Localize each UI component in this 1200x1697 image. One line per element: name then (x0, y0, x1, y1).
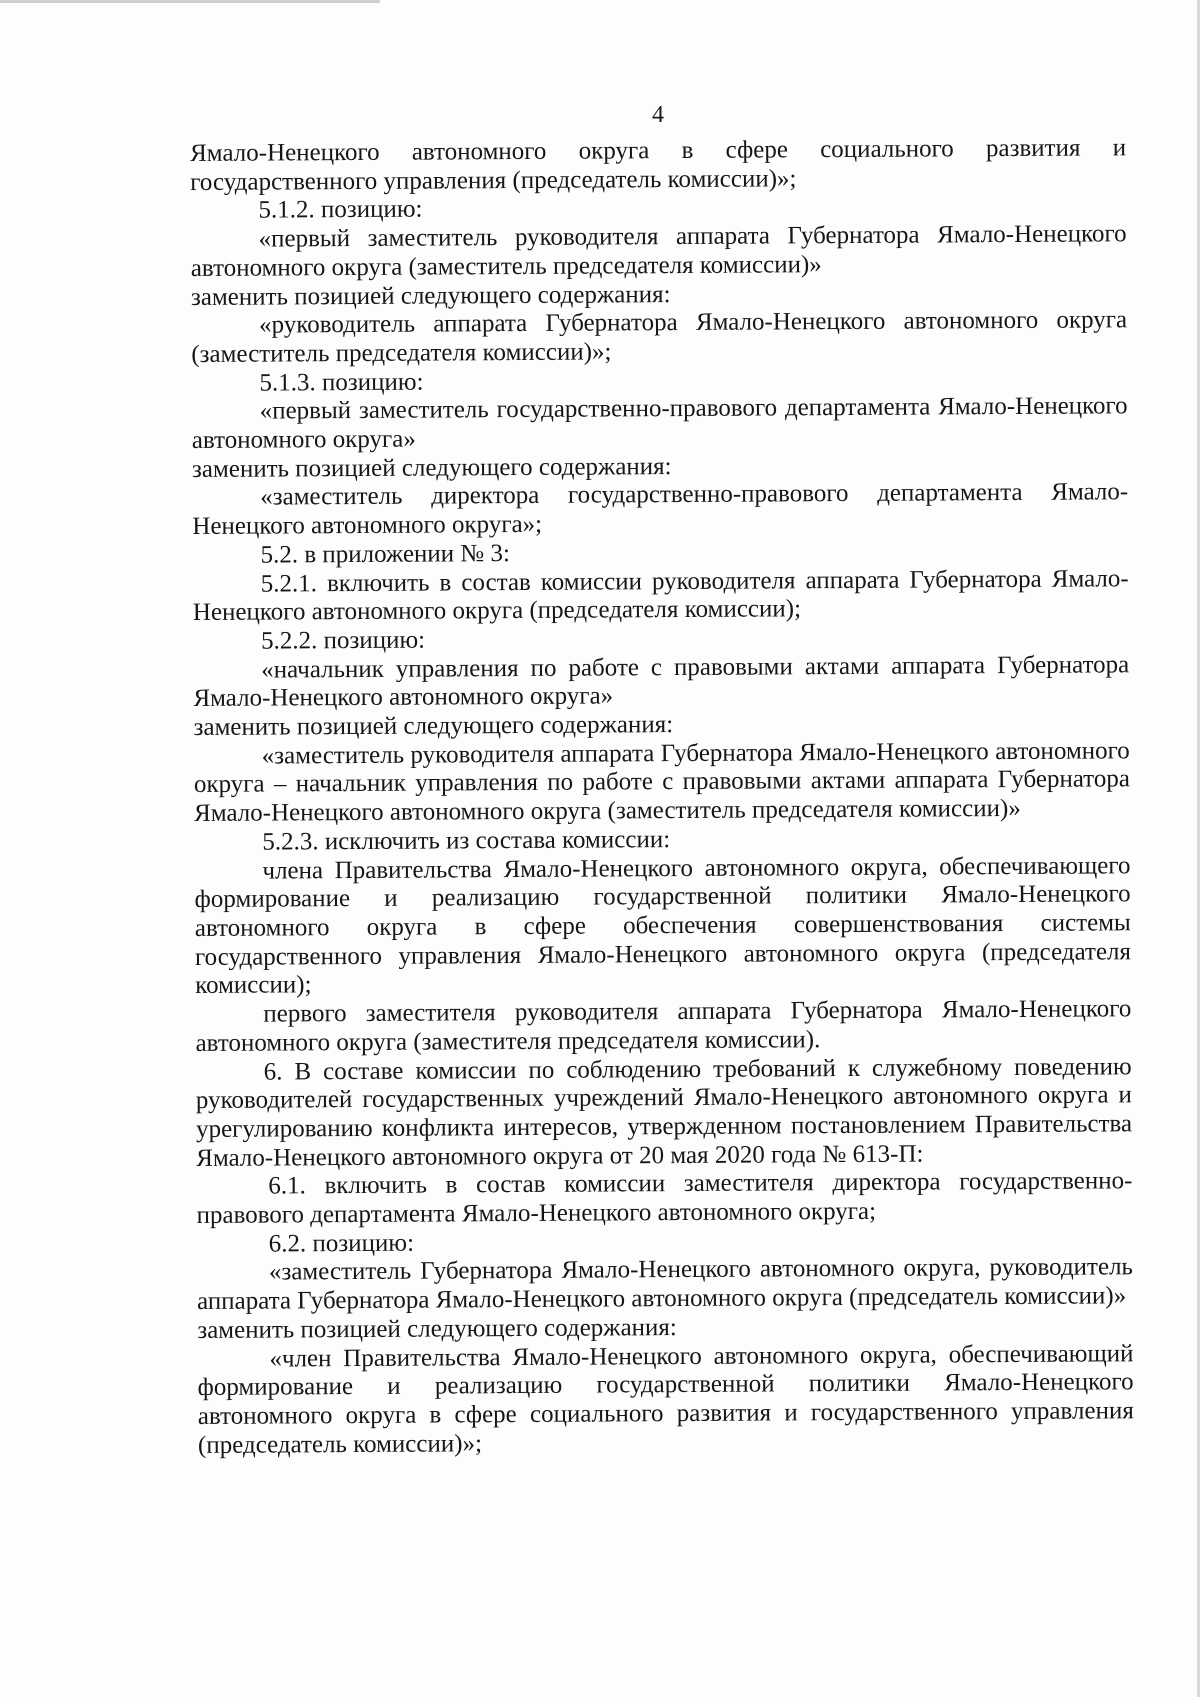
paragraph: 5.2. в приложении № 3: (260, 539, 511, 569)
paragraph: «заместитель директора государственно-правового департамента Ямало-Ненецкого автономного округа»; (192, 478, 1129, 541)
paragraph: первого заместителя руководителя аппарата Губернатора Ямало-Ненецкого автономного округа (заместителя председателя комиссии). (195, 995, 1132, 1057)
paragraph: «заместитель Губернатора Ямало-Ненецкого автономного округа, руководитель аппарата Губернатора Ямало-Ненецкого автономного округа (председатель комиссии)» (197, 1253, 1133, 1316)
paragraph: «первый заместитель руководителя аппарата Губернатора Ямало-Ненецкого автономного округа (заместитель председателя комиссии)» (190, 220, 1127, 282)
paragraph: 6.1. включить в состав комиссии заместителя директора государственно-правового департамента Ямало-Ненецкого автономного округа; (196, 1167, 1133, 1229)
paragraph: заменить позицией следующего содержания: (197, 1313, 677, 1344)
paragraph: «руководитель аппарата Губернатора Ямало-Ненецкого автономного округа (заместитель председателя комиссии)»; (191, 306, 1128, 368)
paragraph: 6.2. позицию: (268, 1229, 415, 1258)
paragraph: 5.2.1. включить в состав комиссии руководителя аппарата Губернатора Ямало-Ненецкого автономного округа (председателя комиссии); (192, 564, 1129, 627)
document-body (190, 134, 1134, 1460)
paragraph: члена Правительства Ямало-Ненецкого автономного округа, обеспечивающего формирование и реализацию государственной политики Ямало-Ненецкого автономного округа в сфере обеспечения совершенствования системы государственного управления Ямало-Ненецкого автономного округа (председателя комиссии); (194, 851, 1132, 1000)
paragraph: заменить позицией следующего содержания: (193, 711, 674, 742)
paragraph: 5.1.3. позицию: (259, 368, 424, 397)
paragraph: 5.2.2. позицию: (260, 626, 426, 655)
paragraph: 6. В составе комиссии по соблюдению требований к служебному поведению руководителей государственных учреждений Ямало-Ненецкого автономного округа и урегулированию конфликта интересов, утвержденном постановлением Правительства Ямало-Ненецкого автономного округа от 20 мая 2020 года № 613-П: (195, 1052, 1133, 1172)
paragraph: «член Правительства Ямало-Ненецкого автономного округа, обеспечивающий формирование и реализацию государственной политики Ямало-Ненецкого автономного округа в сфере социального развития и государственного управления (председатель комиссии)»; (197, 1339, 1134, 1459)
paragraph: «первый заместитель государственно-правового департамента Ямало-Ненецкого автономного округа» (191, 392, 1128, 455)
paragraph: заменить позицией следующего содержания: (190, 280, 671, 311)
paragraph: «заместитель руководителя аппарата Губернатора Ямало-Ненецкого автономного округа – начальник управления по работе с правовыми актами аппарата Губернатора Ямало-Ненецкого автономного округа (заместитель председателя комиссии)» (193, 737, 1131, 828)
paragraph: заменить позицией следующего содержания: (191, 452, 672, 483)
paragraph: «начальник управления по работе с правовыми актами аппарата Губернатора Ямало-Ненецкого автономного округа» (193, 650, 1130, 713)
paragraph: 5.2.3. исключить из состава комиссии: (262, 825, 671, 856)
paragraph: Ямало-Ненецкого автономного округа в сфере социального развития и государственного управления (председатель комиссии)»; (190, 134, 1127, 196)
paragraph: 5.1.2. позицию: (258, 195, 423, 224)
page-number: 4 (652, 102, 664, 128)
scan-edge-top (0, 0, 380, 3)
